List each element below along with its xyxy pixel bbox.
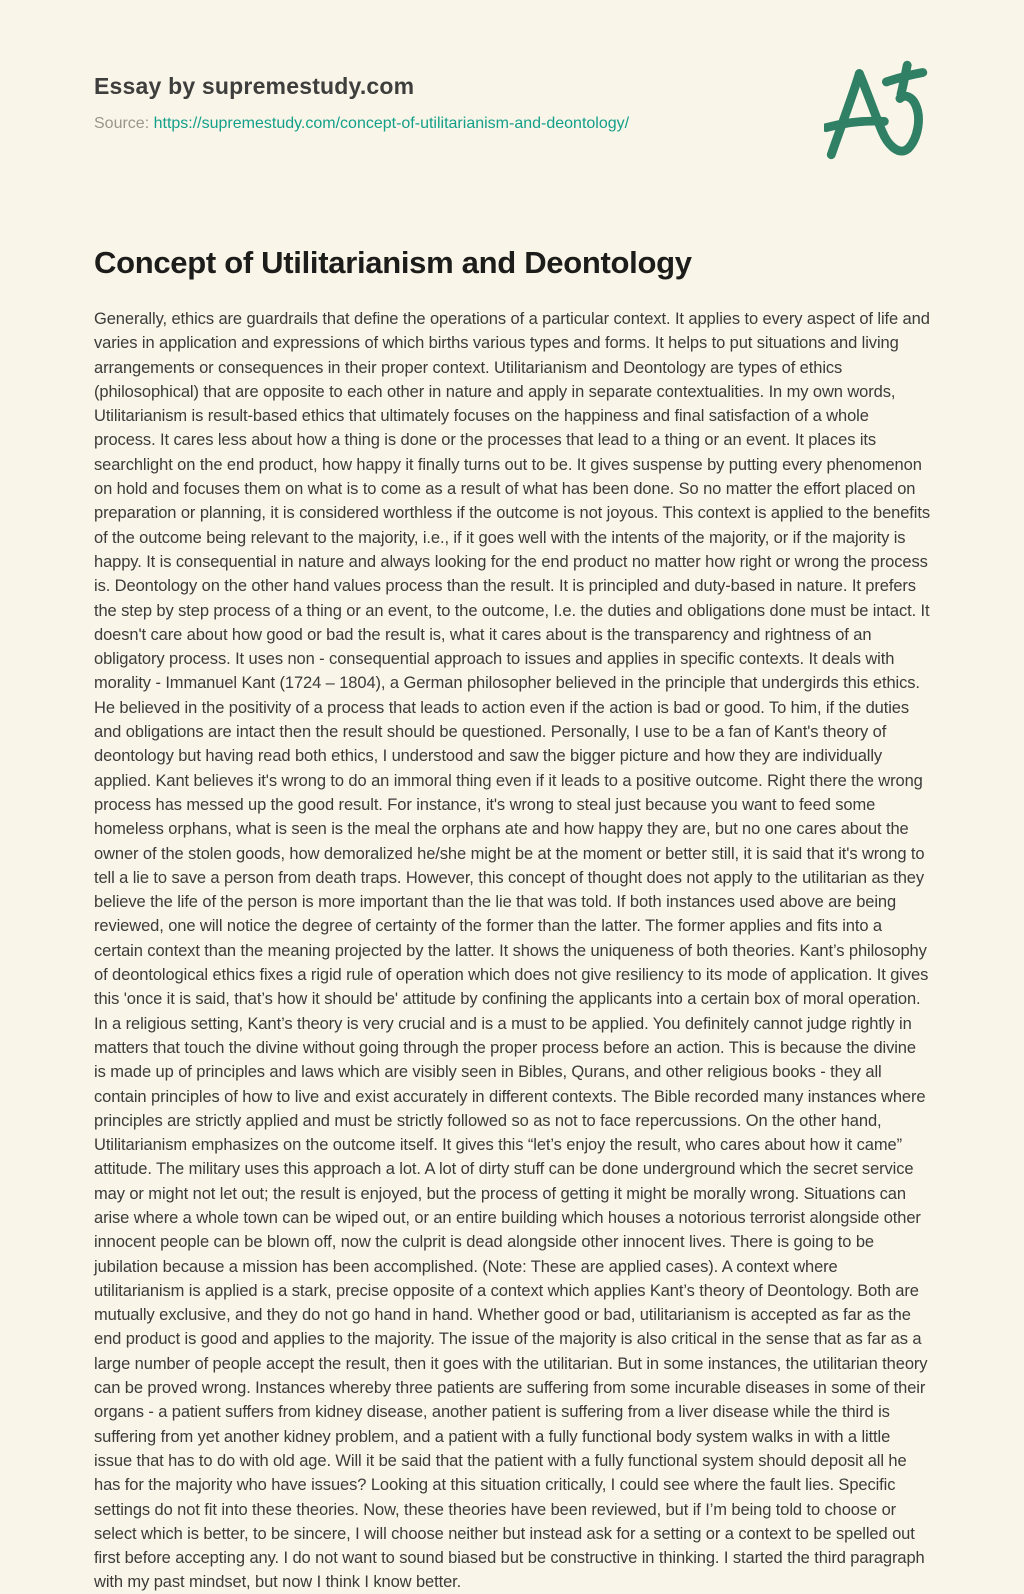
source-line (94, 115, 931, 133)
source-url-link[interactable]: https://supremestudy.com/concept-of-utilitarianism-and-deontology/ (153, 115, 630, 132)
site-header-title: Essay by supremestudy.com (94, 73, 415, 99)
essay-content (94, 245, 931, 1594)
essay-body-text: Generally, ethics are guardrails that define the operations of a particular context. It applies to every aspect of life and varies in application and expressions of which births various types and forms. It helps to put situations and living arrangements or consequences in their proper context. Utilitarianism and Deontology are types of ethics (philosophical) that are opposite to each other in nature and apply in separate contextualities. In my own words, Utilitarianism is result-based ethics that ultimately focuses on the happiness and final satisfaction of a whole process. It cares less about how a thing is done or the processes that lead to a thing or an event. It places its searchlight on the end product, how happy it finally turns out to be. It gives suspense by putting every phenomenon on hold and focuses them on what is to come as a result of what has been done. So no matter the effort placed on preparation or planning, it is considered worthless if the outcome is not joyous. This context is applied to the benefits of the outcome being relevant to the majority, i.e., if it goes well with the intents of the majority, or if the majority is happy. It is consequential in nature and always looking for the end product no matter how right or wrong the process is. Deontology on the other hand values process than the result. It is principled and duty-based in nature. It prefers the step by step process of a thing or an event, to the outcome, I.e. the duties and obligations done must be intact. It doesn't care about how good or bad the result is, what it cares about is the transparency and rightness of an obligatory process. It uses non - consequential approach to issues and applies in specific contexts. It deals with morality - Immanuel Kant (1724 – 1804), a German philosopher believed in the principle that undergirds this ethics. He believed in the positivity of a process that leads to action even if the action is bad or good. To him, if the duties and obligations are intact then the result should be questioned. Personally, I use to be a fan of Kant's theory of deontology but having read both ethics, I understood and saw the bigger picture and how they are individually applied. Kant believes it's wrong to do an immoral thing even if it leads to a positive outcome. Right there the wrong process has messed up the good result. For instance, it's wrong to steal just because you want to feed some homeless orphans, what is seen is the meal the orphans ate and how happy they are, but no one cares about the owner of the stolen goods, how demoralized he/she might be at the moment or better still, it is said that it's wrong to tell a lie to save a person from death traps. However, this concept of thought does not apply to the utilitarian as they believe the life of the person is more important than the lie that was told. If both instances used above are being reviewed, one will notice the degree of certainty of the former than the latter. The former applies and fits into a certain context than the meaning projected by the latter. It shows the uniqueness of both theories. Kant’s philosophy of deontological ethics fixes a rigid rule of operation which does not give resiliency to its mode of application. It gives this 'once it is said, that’s how it should be' attitude by confining the applicants into a certain box of moral operation. In a religious setting, Kant’s theory is very crucial and is a must to be applied. You definitely cannot judge rightly in matters that touch the divine without going through the proper process before an action. This is because the divine is made up of principles and laws which are visibly seen in Bibles, Qurans, and other religious books - they all contain principles of how to live and exist accurately in different contexts. The Bible recorded many instances where principles are strictly applied and must be strictly followed so as not to face repercussions. On the other hand, Utilitarianism emphasizes on the outcome itself. It gives this “let’s enjoy the result, who cares about how it came” attitude. The military uses this approach a lot. A lot of dirty stuff can be done underground which the secret service may or might not let out; the result is enjoyed, but the process of getting it might be morally wrong. Situations can arise where a whole town can be wiped out, or an entire building which houses a notorious terrorist alongside other innocent people can be blown off, now the culprit is dead alongside other innocent lives. There is going to be jubilation because a mission has been accomplished. (Note: These are applied cases). A context where utilitarianism is applied is a stark, precise opposite of a context which applies Kant’s theory of Deontology. Both are mutually exclusive, and they do not go hand in hand. Whether good or bad, utilitarianism is accepted as far as the end product is good and applies to the majority. The issue of the majority is also critical in the sense that as far as a large number of people accept the result, then it goes with the utilitarian. But in some instances, the utilitarian theory can be proved wrong. Instances whereby three patients are suffering from some incurable diseases in some of their organs - a patient suffers from kidney disease, another patient is suffering from a liver disease while the third is suffering from yet another kidney problem, and a patient with a fully functional body system walks in with a little issue that has to do with old age. Will it be said that the patient with a fully functional system should deposit all he has for the majority who have issues? Looking at this situation critically, I could see where the fault lies. Specific settings do not fit into these theories. Now, these theories have been reviewed, but if I’m being told to choose or select which is better, to be sincere, I will choose neither but instead ask for a setting or a context to be spelled out first before accepting any. I do not want to sound biased but be constructive in thinking. I started the third paragraph with my past mindset, but now I think I know better. (94, 310, 930, 1592)
a-plus-logo-icon (824, 58, 928, 164)
essay-title: Concept of Utilitarianism and Deontology (94, 245, 692, 280)
source-label: Source: (94, 115, 150, 132)
page-header (94, 73, 931, 133)
